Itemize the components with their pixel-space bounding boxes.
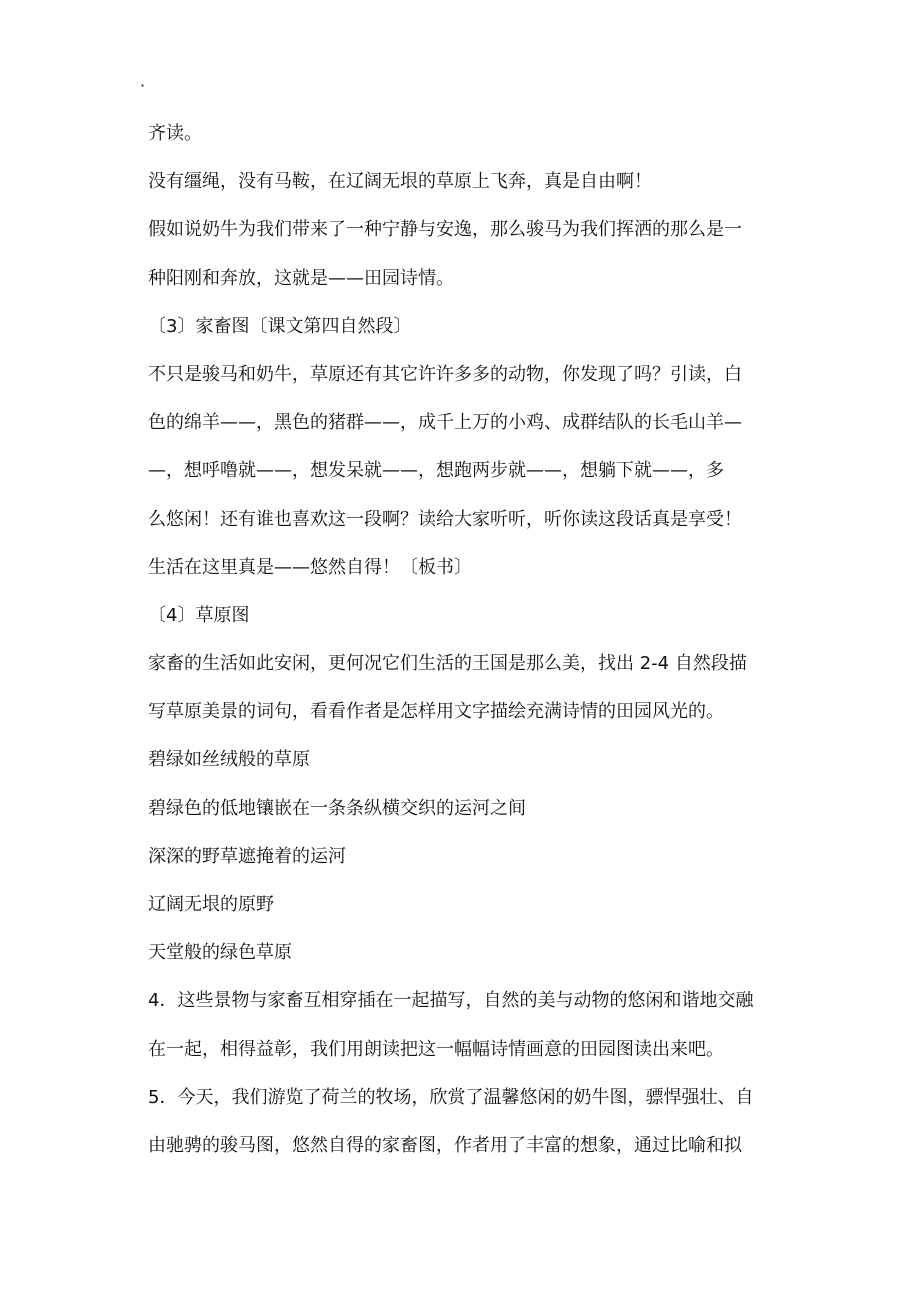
text-line: 生活在这里真是——悠然自得！〔板书〕 [148, 556, 472, 578]
phrase-line: 天堂般的绿色草原 [148, 942, 292, 964]
phrase-line: 深深的野草遮掩着的运河 [148, 845, 346, 867]
page-marker-dot: · [140, 76, 146, 95]
text-line: 写草原美景的词句，看看作者是怎样用文字描绘充满诗情的田园风光的。 [148, 701, 724, 723]
text-line: 色的绵羊——，黑色的猪群——，成千上万的小鸡、成群结队的长毛山羊— [148, 412, 742, 434]
text-line: —，想呼噜就——，想发呆就——，想跑两步就——，想躺下就——，多 [148, 460, 724, 482]
text-line: 么悠闲！还有谁也喜欢这一段啊？读给大家听听，听你读这段话真是享受！ [148, 508, 742, 530]
phrase-line: 碧绿色的低地镶嵌在一条条纵横交织的运河之间 [148, 797, 526, 819]
phrase-line: 碧绿如丝绒般的草原 [148, 749, 310, 771]
text-line: 没有缰绳，没有马鞍，在辽阔无垠的草原上飞奔，真是自由啊！ [148, 171, 652, 193]
text-line: 齐读。 [148, 123, 202, 144]
section-heading: 〔4〕草原图 [148, 604, 250, 626]
text-line: 由驰骋的骏马图，悠然自得的家畜图，作者用了丰富的想象，通过比喻和拟 [148, 1134, 742, 1156]
numbered-paragraph-line: 4．这些景物与家畜互相穿插在一起描写，自然的美与动物的悠闲和谐地交融 [148, 990, 754, 1012]
text-line: 不只是骏马和奶牛，草原还有其它许许多多的动物，你发现了吗？引读，白 [148, 363, 742, 385]
numbered-paragraph-line: 5．今天，我们游览了荷兰的牧场，欣赏了温馨悠闲的奶牛图，骠悍强壮、自 [148, 1086, 754, 1108]
phrase-line: 辽阔无垠的原野 [148, 894, 274, 915]
body-text [148, 118, 788, 1178]
text-line: 假如说奶牛为我们带来了一种宁静与安逸，那么骏马为我们挥洒的那么是一 [148, 219, 742, 241]
text-line: 在一起，相得益彰，我们用朗读把这一幅幅诗情画意的田园图读出来吧。 [148, 1038, 724, 1060]
text-line: 家畜的生活如此安闲，更何况它们生活的王国是那么美，找出 2-4 自然段描 [148, 653, 747, 675]
text-line: 种阳刚和奔放，这就是——田园诗情。 [148, 267, 454, 289]
section-heading: 〔3〕家畜图〔课文第四自然段〕 [148, 315, 412, 337]
